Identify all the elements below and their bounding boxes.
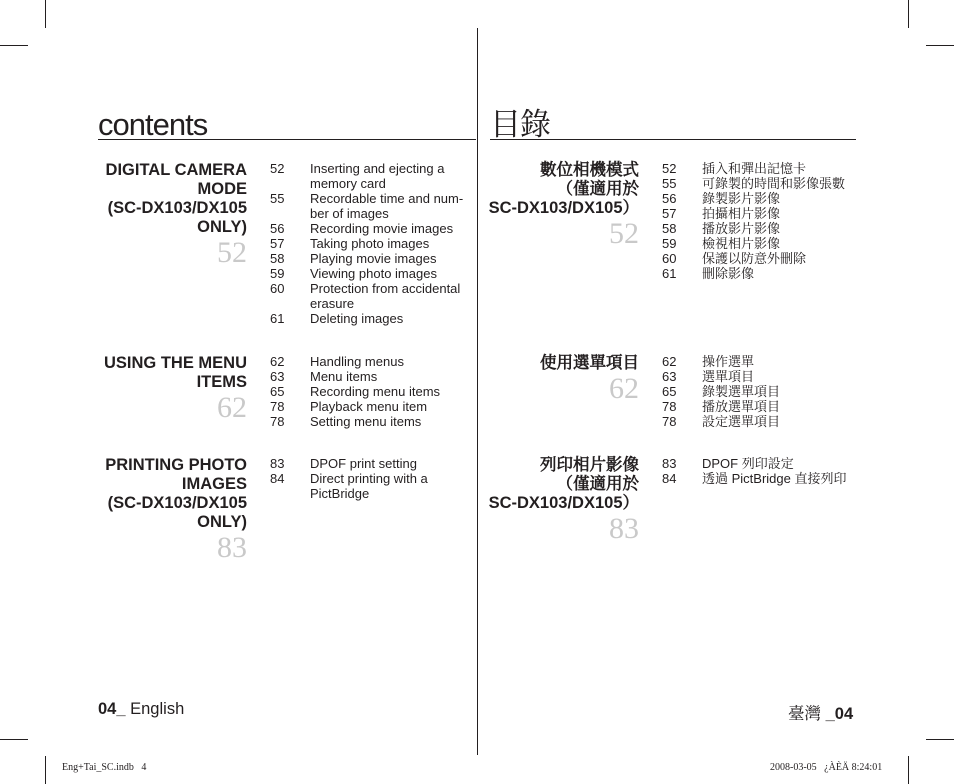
section-title: 數位相機模式 （僅適用於 SC-DX103/DX105） [488,161,639,217]
section-title: 使用選單項目 [540,354,639,372]
section-title: 列印相片影像 （僅適用於 SC-DX103/DX105） [488,456,639,512]
toc-list [270,456,466,501]
toc-entry[interactable]: 57 Taking photo images [270,236,430,251]
toc-entry[interactable]: 58 Playing movie images [270,251,437,266]
crop-mark [908,756,909,784]
footer-page-number: 04_ [98,700,126,718]
toc-entry[interactable]: 62 操作選單 [662,354,755,369]
toc-entry[interactable]: 57 拍攝相片影像 [662,206,781,221]
crop-mark [926,45,954,46]
page-title: 目錄 [490,107,550,142]
section-page-number: 83 [217,531,247,564]
crop-mark [0,739,28,740]
toc-entry[interactable]: 59 檢視相片影像 [662,236,781,251]
print-slug-timestamp: 2008-03-05 ¿ÀÈÄ 8:24:01 [770,762,883,773]
toc-list [662,161,858,281]
toc-entry[interactable]: 55 Recordable time and num- ber of images [270,191,464,221]
section-heading [480,354,639,405]
toc-entry[interactable]: 60 Protection from accidental erasure [270,281,461,311]
toc-entry[interactable]: 52 插入和彈出記憶卡 [662,161,807,176]
footer-page-number: _04 [825,705,854,723]
toc-entry[interactable]: 62 Handling menus [270,354,404,369]
page-footer-right [788,700,853,724]
toc-entry[interactable]: 58 播放影片影像 [662,221,781,236]
print-slug-file: Eng+Tai_SC.indb 4 [62,762,147,773]
section-heading [88,354,247,424]
footer-language: 臺灣 [788,705,821,723]
toc-entry[interactable]: 60 保護以防意外刪除 [662,251,807,266]
toc-entry[interactable]: 83 DPOF 列印設定 [662,456,794,471]
section-title: DIGITAL CAMERA MODE (SC-DX103/DX105 ONLY) [105,161,247,236]
crop-mark [45,756,46,784]
section-heading [480,456,639,545]
toc-entry[interactable]: 83 DPOF print setting [270,456,417,471]
toc-entry[interactable]: 78 設定選單項目 [662,414,781,429]
toc-list [662,354,858,429]
section-page-number: 52 [217,236,247,269]
toc-entry[interactable]: 65 錄製選單項目 [662,384,781,399]
toc-entry[interactable]: 63 Menu items [270,369,378,384]
toc-list [270,354,466,429]
section-heading [88,161,247,269]
toc-entry[interactable]: 78 播放選單項目 [662,399,781,414]
crop-mark [926,739,954,740]
page-title: contents [98,107,208,142]
toc-entry[interactable]: 59 Viewing photo images [270,266,437,281]
section-title: USING THE MENU ITEMS [103,354,247,391]
toc-entry[interactable]: 55 可錄製的時間和影像張數 [662,176,846,191]
toc-entry[interactable]: 78 Playback menu item [270,399,428,414]
english-contents-page [88,0,468,784]
toc-entry[interactable]: 56 錄製影片影像 [662,191,781,206]
toc-entry[interactable]: 52 Inserting and ejecting a memory card [270,161,445,191]
toc-entry[interactable]: 84 透過 PictBridge 直接列印 [662,471,847,486]
toc-list [662,456,858,486]
chinese-contents-page [480,0,860,784]
toc-entry[interactable]: 56 Recording movie images [270,221,454,236]
section-page-number: 62 [609,372,639,405]
section-title: PRINTING PHOTO IMAGES (SC-DX103/DX105 ONLY) [105,456,247,531]
section-page-number: 83 [609,512,639,545]
toc-entry[interactable]: 78 Setting menu items [270,414,422,429]
toc-entry[interactable]: 61 Deleting images [270,311,404,326]
toc-list [270,161,466,326]
section-heading [480,161,639,250]
title-rule [490,108,856,140]
footer-language: English [130,700,185,718]
page-divider [477,28,478,755]
toc-entry[interactable]: 65 Recording menu items [270,384,441,399]
title-rule [98,108,476,140]
crop-mark [908,0,909,28]
section-heading [88,456,247,564]
crop-mark [45,0,46,28]
section-page-number: 52 [609,217,639,250]
toc-entry[interactable]: 63 選單項目 [662,369,755,384]
toc-entry[interactable]: 61 刪除影像 [662,266,755,281]
toc-entry[interactable]: 84 Direct printing with a PictBridge [270,471,428,501]
section-page-number: 62 [217,391,247,424]
page-footer-left [98,700,184,719]
crop-mark [0,45,28,46]
